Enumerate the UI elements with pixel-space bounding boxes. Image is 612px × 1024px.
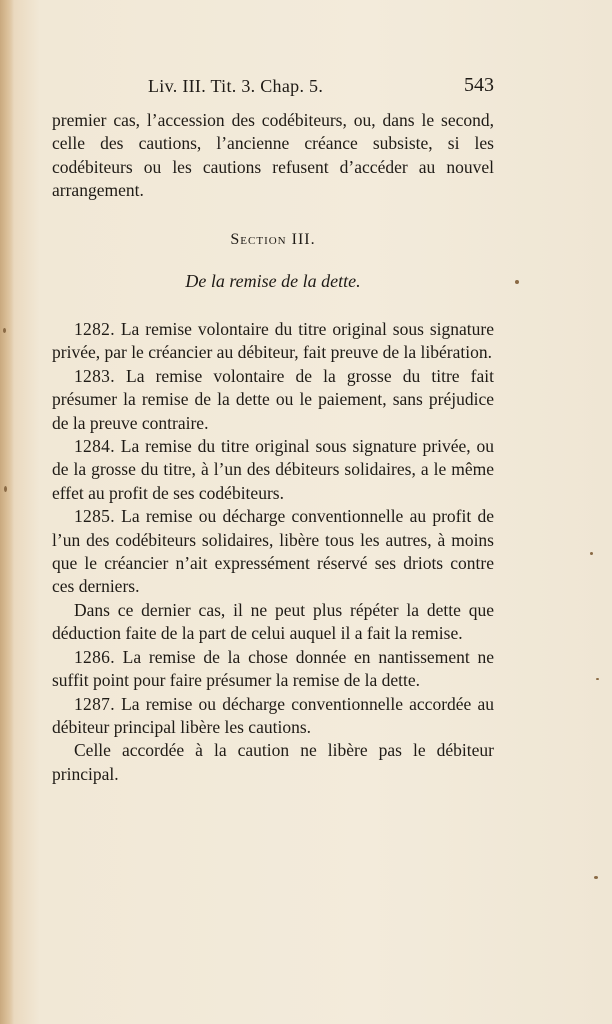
article-1283 [52,365,494,435]
article-text: La remise volontaire de la grosse du titre fait présumer la remise de la dette ou le paiement, sans préjudice de la preuve contraire. [52,365,494,433]
articles-block [52,318,494,786]
article-number: 1285. [74,506,115,527]
foxing-spot [594,876,598,879]
article-1286 [52,646,494,693]
opening-paragraph-block [52,109,494,203]
article-1285 [52,505,494,599]
page-number: 543 [464,74,494,96]
foxing-spot [590,552,593,555]
foxing-spot [4,486,7,492]
section-subtitle: De la remise de la dette. [185,271,361,291]
article-text: La remise du titre original sous signature privée, ou de la grosse du titre, à l’un des débiteurs solidaires, a le même effet au profit de ses codébiteurs. [52,436,495,503]
article-number: 1287. [74,693,115,714]
article-text: La remise ou décharge conventionnelle accordée au débiteur principal libère les cautions. [52,693,495,737]
section-title: Section III. [230,231,316,248]
foxing-spot [515,280,519,284]
article-number: 1284. [74,436,115,457]
running-header [52,72,494,102]
article-number: 1283. [74,365,115,386]
binding-gutter [0,0,14,1024]
article-1285-continuation: Dans ce dernier cas, il ne peut plus répéter la dette que déduction faite de la part de celui auquel il a fait la remise. [52,599,494,644]
article-1287 [52,693,494,740]
article-1287-continuation: Celle accordée à la caution ne libère pas le débiteur principal. [52,740,494,784]
article-1282 [52,318,494,365]
running-head: Liv. III. Tit. 3. Chap. 5. [148,76,324,96]
article-text: La remise de la chose donnée en nantissement ne suffit point pour faire présumer la remise de la dette. [52,646,494,691]
article-1284 [52,435,494,505]
article-number: 1282. [74,319,115,339]
article-text: La remise volontaire du titre original sous signature privée, par le créancier au débiteur, fait preuve de la libération. [52,319,495,363]
article-text: La remise ou décharge conventionnelle au profit de l’un des codébiteurs solidaires, libère tous les autres, à moins que le créancier n’ait expressément réservé ses driots contre ces derniers. [52,506,494,597]
article-number: 1286. [74,646,115,667]
foxing-spot [596,678,599,680]
foxing-spot [3,328,6,333]
opening-paragraph: premier cas, l’accession des codébiteurs, ou, dans le second, celle des cautions, l’ancienne créance subsiste, si les codébiteurs ou les cautions refusent d’accéder au nouvel arrangement. [52,110,494,201]
